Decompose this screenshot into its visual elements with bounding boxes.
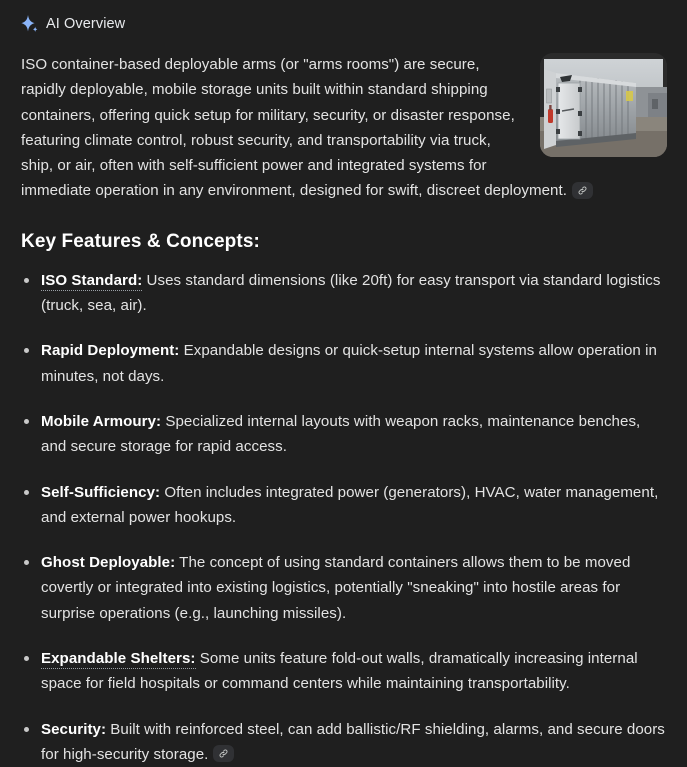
feature-term: Security:	[41, 720, 107, 738]
ai-overview-title: AI Overview	[46, 16, 126, 32]
key-features-list	[0, 254, 687, 767]
link-icon	[577, 185, 588, 196]
ai-overview-header	[0, 0, 687, 37]
feature-description: Built with reinforced steel, can add ballistic/RF shielding, alarms, and secure doors for high-security storage.	[41, 720, 665, 763]
feature-description: Expandable designs or quick-setup internal systems allow operation in minutes, not days.	[41, 342, 657, 385]
feature-term: Self-Sufficiency:	[41, 483, 161, 501]
feature-term: Mobile Armoury:	[41, 412, 162, 430]
feature-term: Rapid Deployment:	[41, 342, 180, 360]
feature-description: Uses standard dimensions (like 20ft) for easy transport via standard logistics (truck, sea, air).	[41, 271, 661, 315]
feature-term[interactable]: Expandable Shelters:	[41, 650, 196, 668]
source-link-chip[interactable]	[213, 745, 234, 762]
feature-term: Ghost Deployable:	[41, 554, 176, 572]
feature-description: The concept of using standard containers allows them to be moved covertly or integrated into existing logistics, potentially "sneaking" into hostile areas for surprise operations (e.g., launching missiles).	[41, 554, 631, 622]
feature-description: Some units feature fold-out walls, dramatically increasing internal space for field hospitals or command centers while maintaining transportability.	[41, 650, 638, 693]
shipping-container-photo	[540, 53, 667, 157]
summary-body: ISO container-based deployable arms (or "arms rooms") are secure, rapidly deployable, mobile storage units built within standard shipping containers, offering quick setup for military, security, or disaster response, featuring climate control, robust security, and transportability via truck, ship, or air, often with self-sufficient power and integrated systems for immediate operation in any environment, designed for swift, discreet deployment.	[21, 56, 567, 200]
list-item	[24, 409, 665, 460]
list-item	[24, 268, 665, 319]
source-link-chip[interactable]	[572, 182, 593, 199]
sparkle-icon	[18, 14, 38, 34]
feature-description: Often includes integrated power (generators), HVAC, water management, and external power hookups.	[41, 483, 659, 526]
feature-term[interactable]: ISO Standard:	[41, 271, 143, 289]
container-thumbnail-image[interactable]	[540, 53, 667, 157]
list-item	[24, 646, 665, 697]
list-item	[24, 717, 665, 767]
ai-overview-intro	[0, 37, 687, 204]
list-item	[24, 550, 665, 626]
key-features-heading: Key Features & Concepts:	[21, 230, 260, 252]
link-icon	[218, 748, 229, 759]
feature-description: Specialized internal layouts with weapon racks, maintenance benches, and secure storage for rapid access.	[41, 412, 641, 456]
list-item	[24, 338, 665, 389]
list-item	[24, 480, 665, 531]
